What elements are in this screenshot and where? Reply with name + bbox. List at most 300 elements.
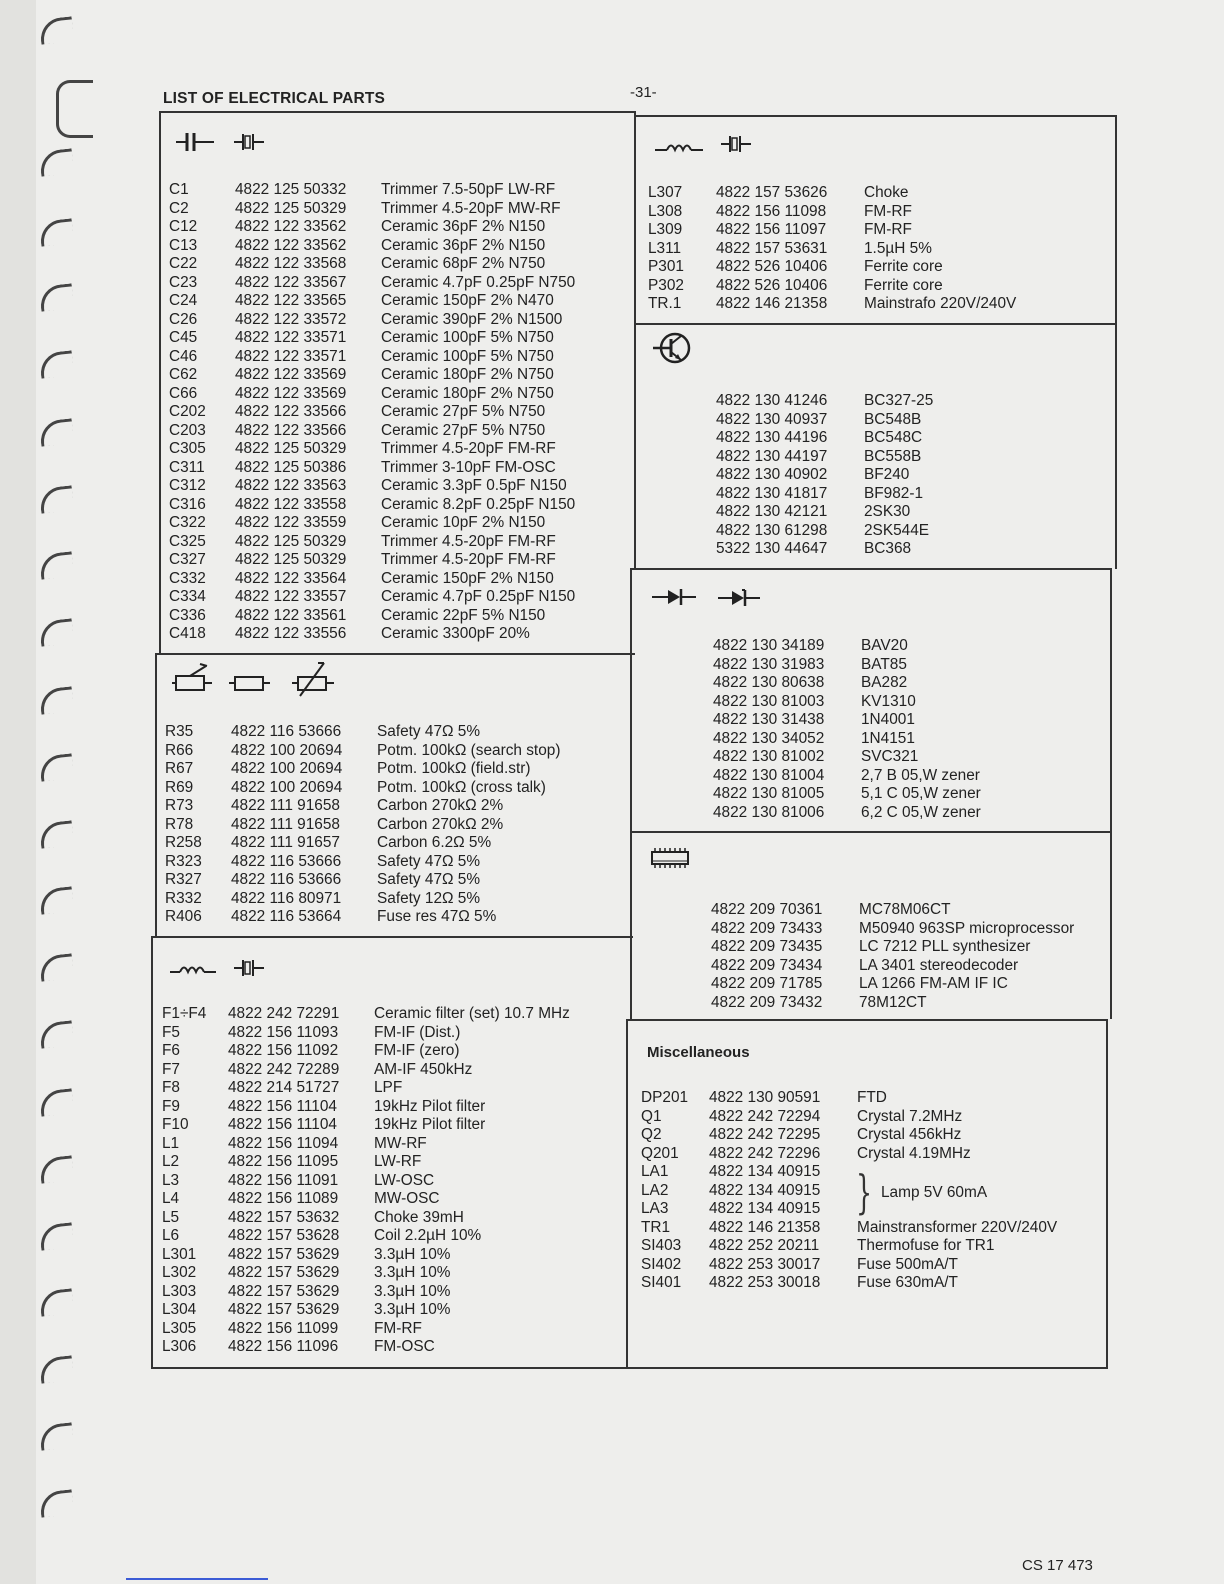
ic-chip-symbol-icon <box>650 847 692 871</box>
table-row <box>648 277 1016 296</box>
table-row <box>169 570 575 589</box>
part-ref: C316 <box>169 495 206 513</box>
part-ref: F1÷F4 <box>162 1005 207 1022</box>
part-number: 4822 122 33571 <box>235 347 347 365</box>
part-number: 4822 242 72294 <box>709 1107 821 1125</box>
part-ref: F5 <box>162 1023 180 1041</box>
part-description: BC558B <box>864 447 922 465</box>
part-description: 3.3µH 10% <box>374 1264 451 1281</box>
part-description: AM-IF 450kHz <box>374 1060 473 1078</box>
table-row <box>648 295 1016 314</box>
part-number: 4822 130 41817 <box>716 484 828 502</box>
part-ref: R258 <box>165 834 202 851</box>
part-description: Carbon 270kΩ 2% <box>377 815 504 833</box>
table-row <box>165 908 560 927</box>
part-ref: C45 <box>169 329 198 346</box>
part-number: 4822 157 53629 <box>228 1282 340 1300</box>
table-row <box>648 392 933 411</box>
table-row <box>169 366 575 385</box>
part-ref: Q201 <box>641 1144 679 1162</box>
misc-section-title: Miscellaneous <box>647 1044 750 1061</box>
table-row <box>169 255 575 274</box>
page-binding-edge <box>0 0 36 1584</box>
part-description: Coil 2.2µH 10% <box>374 1227 482 1244</box>
part-ref: C325 <box>169 532 206 550</box>
frame-middle-1 <box>634 111 636 569</box>
table-row <box>648 411 933 430</box>
table-row <box>645 711 981 730</box>
table-row <box>648 184 1016 203</box>
part-number: 4822 125 50332 <box>235 181 347 198</box>
part-ref: R67 <box>165 760 194 777</box>
part-description: Trimmer 4.5-20pF FM-RF <box>381 440 556 457</box>
table-row <box>169 588 575 607</box>
part-description: FM-OSC <box>374 1338 435 1355</box>
part-number: 4822 130 44197 <box>716 447 828 465</box>
part-ref: SI403 <box>641 1237 682 1254</box>
part-number: 4822 122 33565 <box>235 292 347 309</box>
coil-symbol-icon <box>170 956 280 980</box>
part-ref <box>645 804 713 823</box>
part-number: 4822 157 53629 <box>228 1301 340 1318</box>
table-row <box>169 274 575 293</box>
punch-hole-large <box>56 80 93 138</box>
frame-top-left <box>160 111 636 113</box>
part-description: 3.3µH 10% <box>374 1301 451 1318</box>
divider-ic-misc <box>626 1019 1108 1021</box>
table-row <box>645 730 981 749</box>
part-number: 4822 252 20211 <box>709 1237 820 1254</box>
part-number: 4822 130 81006 <box>713 803 825 821</box>
part-description: MW-OSC <box>374 1190 440 1207</box>
table-row <box>169 514 575 533</box>
table-row <box>169 440 575 459</box>
part-number: 4822 134 40915 <box>709 1163 821 1180</box>
divider-diode-ic <box>630 831 1111 833</box>
part-ref: R78 <box>165 815 194 833</box>
frame-right-3 <box>1106 1019 1108 1369</box>
part-ref: L307 <box>648 184 683 201</box>
part-description: Ceramic 27pF 5% N750 <box>381 403 546 420</box>
table-row <box>648 466 933 485</box>
punch-hole <box>39 1288 74 1316</box>
part-number: 4822 122 33557 <box>235 588 347 605</box>
part-number: 4822 157 53629 <box>228 1264 340 1281</box>
table-row <box>169 496 575 515</box>
part-number: 4822 157 53626 <box>716 184 828 201</box>
table-row <box>165 797 560 816</box>
punch-hole <box>39 1422 74 1450</box>
part-number: 4822 130 80638 <box>713 674 825 691</box>
part-description: Safety 47Ω 5% <box>377 852 481 870</box>
table-row <box>641 1089 1057 1108</box>
part-number: 4822 100 20694 <box>231 778 343 796</box>
part-number: 4822 122 33563 <box>235 477 347 494</box>
part-description: Ceramic 4.7pF 0.25pF N750 <box>381 273 576 291</box>
frame-bottom <box>151 1367 1108 1369</box>
part-description: LA 3401 stereodecoder <box>859 956 1019 974</box>
part-ref <box>643 957 711 976</box>
part-description: Ceramic 27pF 5% N750 <box>381 421 546 439</box>
table-row <box>162 1301 570 1320</box>
table-row <box>645 656 981 675</box>
part-ref: L3 <box>162 1171 180 1189</box>
part-number: 5322 130 44647 <box>716 540 828 557</box>
part-description: Choke 39mH <box>374 1208 464 1226</box>
part-ref <box>643 901 711 920</box>
part-ref: DP201 <box>641 1089 689 1106</box>
part-ref: P302 <box>648 276 684 294</box>
table-row <box>645 804 981 823</box>
part-number: 4822 156 11104 <box>228 1097 337 1115</box>
part-description: Ceramic 68pF 2% N750 <box>381 255 546 272</box>
part-ref: R69 <box>165 778 194 796</box>
part-description: Trimmer 4.5-20pF FM-RF <box>381 551 556 568</box>
part-description: FM-IF (Dist.) <box>374 1023 461 1041</box>
part-number: 4822 209 71785 <box>711 975 823 992</box>
part-ref: C334 <box>169 588 206 605</box>
punch-hole <box>39 283 74 311</box>
part-description: FTD <box>857 1089 887 1106</box>
part-number: 4822 209 73435 <box>711 938 823 955</box>
table-row <box>643 938 1074 957</box>
resistor-symbol-icon <box>172 660 342 700</box>
part-description: Ceramic 390pF 2% N1500 <box>381 310 563 328</box>
punch-hole <box>39 148 74 176</box>
part-number: 4822 125 50329 <box>235 532 347 550</box>
punch-hole <box>39 953 74 981</box>
part-ref: C322 <box>169 514 206 531</box>
coil-filter-table <box>162 1005 570 1357</box>
part-number: 4822 156 11094 <box>228 1134 339 1152</box>
part-number: 4822 242 72295 <box>709 1126 821 1143</box>
part-ref: L6 <box>162 1227 180 1244</box>
part-description: 78M12CT <box>859 993 927 1011</box>
part-ref: F6 <box>162 1042 180 1059</box>
table-row <box>648 203 1016 222</box>
part-ref: C312 <box>169 477 206 494</box>
part-ref: L303 <box>162 1282 197 1300</box>
table-row <box>641 1219 1057 1238</box>
part-number: 4822 130 41246 <box>716 392 828 409</box>
table-row <box>165 871 560 890</box>
part-number: 4822 146 21358 <box>716 295 828 312</box>
part-description: Ferrite core <box>864 276 943 294</box>
table-row <box>169 551 575 570</box>
part-ref: LA3 <box>641 1200 669 1217</box>
part-description: Trimmer 3-10pF FM-OSC <box>381 458 556 476</box>
punch-hole <box>39 1088 74 1116</box>
table-row <box>645 785 981 804</box>
part-number: 4822 156 11096 <box>228 1338 339 1355</box>
transistor-symbol-icon <box>653 331 695 367</box>
part-ref: L311 <box>648 239 682 257</box>
table-row <box>162 1061 570 1080</box>
part-ref: L2 <box>162 1153 180 1170</box>
lamp-brace: } <box>856 1165 873 1219</box>
table-row <box>162 1079 570 1098</box>
punch-hole <box>39 1489 74 1517</box>
part-ref <box>645 711 713 730</box>
part-number: 4822 116 53666 <box>231 852 342 870</box>
part-ref: P301 <box>648 258 684 275</box>
part-ref: SI401 <box>641 1274 682 1291</box>
part-description: Mainstransformer 220V/240V <box>857 1218 1058 1236</box>
part-description: 2SK544E <box>864 521 930 539</box>
punch-hole <box>39 886 74 914</box>
part-number: 4822 253 30017 <box>709 1255 821 1273</box>
table-row <box>643 975 1074 994</box>
part-number: 4822 156 11095 <box>228 1153 339 1170</box>
part-ref <box>643 920 711 939</box>
table-row <box>169 200 575 219</box>
part-number: 4822 122 33566 <box>235 421 347 439</box>
table-row <box>162 1320 570 1339</box>
punch-hole <box>39 350 74 378</box>
part-ref: L4 <box>162 1190 180 1207</box>
part-ref: L1 <box>162 1134 180 1152</box>
part-ref: R323 <box>165 852 202 870</box>
part-description: BF240 <box>864 466 910 483</box>
part-number: 4822 130 34189 <box>713 637 825 654</box>
part-number: 4822 209 70361 <box>711 901 823 918</box>
part-description: LW-RF <box>374 1153 422 1170</box>
table-row <box>641 1200 1057 1219</box>
frame-right-2 <box>1110 569 1112 1019</box>
part-ref: C203 <box>169 421 206 439</box>
part-description: Ceramic 10pF 2% N150 <box>381 514 546 531</box>
punch-hole <box>39 418 74 446</box>
punch-hole <box>39 686 74 714</box>
document-code: CS 17 473 <box>1022 1557 1093 1574</box>
part-description: Mainstrafo 220V/240V <box>864 295 1017 312</box>
part-ref: LA2 <box>641 1181 669 1199</box>
part-description: BA282 <box>861 674 908 691</box>
punch-hole <box>39 551 74 579</box>
part-number: 4822 146 21358 <box>709 1218 821 1236</box>
table-row <box>165 742 560 761</box>
part-number: 4822 156 11098 <box>716 202 827 220</box>
part-number: 4822 100 20694 <box>231 741 343 759</box>
table-row <box>641 1237 1057 1256</box>
diode-symbol-icon <box>652 586 764 610</box>
table-row <box>645 748 981 767</box>
part-description: 2,7 B 05,W zener <box>861 766 980 784</box>
table-row <box>648 503 933 522</box>
table-row <box>162 1116 570 1135</box>
part-number: 4822 242 72289 <box>228 1060 340 1078</box>
part-ref: C311 <box>169 458 205 476</box>
table-row <box>645 693 981 712</box>
part-ref: C418 <box>169 625 206 642</box>
part-description: Ceramic 100pF 5% N750 <box>381 347 554 365</box>
part-description: 6,2 C 05,W zener <box>861 803 981 821</box>
part-description: Ceramic 8.2pF 0.25pF N150 <box>381 495 576 513</box>
part-description: Ceramic 22pF 5% N150 <box>381 606 546 624</box>
table-row <box>162 1283 570 1302</box>
table-row <box>169 292 575 311</box>
part-number: 4822 156 11097 <box>716 221 827 238</box>
part-ref: TR.1 <box>648 295 682 312</box>
part-description: SVC321 <box>861 748 919 765</box>
part-description: Potm. 100kΩ (cross talk) <box>377 778 546 796</box>
part-number: 4822 130 44196 <box>716 429 828 446</box>
part-description: 19kHz Pilot filter <box>374 1116 486 1133</box>
part-number: 4822 156 11091 <box>228 1171 339 1189</box>
table-row <box>169 385 575 404</box>
part-number: 4822 125 50329 <box>235 440 347 457</box>
part-number: 4822 526 10406 <box>716 276 828 294</box>
table-row <box>645 767 981 786</box>
part-number: 4822 122 33571 <box>235 329 347 346</box>
part-description: BF982-1 <box>864 484 924 502</box>
part-description: Ceramic 100pF 5% N750 <box>381 329 554 346</box>
table-row <box>162 1227 570 1246</box>
table-row <box>641 1145 1057 1164</box>
part-ref <box>645 693 713 712</box>
part-ref: TR1 <box>641 1218 671 1236</box>
part-number: 4822 122 33569 <box>235 366 347 383</box>
resistor-table <box>165 723 560 927</box>
part-description: Fuse 500mA/T <box>857 1255 958 1273</box>
part-description: Crystal 456kHz <box>857 1126 962 1143</box>
part-ref: C12 <box>169 218 198 235</box>
part-ref: C13 <box>169 236 198 254</box>
table-row <box>162 1209 570 1228</box>
frame-left-1 <box>159 111 161 654</box>
table-row <box>648 221 1016 240</box>
part-number: 4822 526 10406 <box>716 258 828 275</box>
part-ref <box>643 994 711 1013</box>
table-row <box>165 760 560 779</box>
table-row <box>165 853 560 872</box>
part-description: Safety 12Ω 5% <box>377 889 481 907</box>
table-row <box>169 625 575 644</box>
table-row <box>169 311 575 330</box>
table-row <box>643 920 1074 939</box>
part-number: 4822 134 40915 <box>709 1181 821 1199</box>
part-ref: R73 <box>165 797 194 814</box>
part-description: Ferrite core <box>864 258 943 275</box>
table-row <box>641 1182 1057 1201</box>
punch-hole <box>39 753 74 781</box>
divider-transistor-diode <box>630 568 1112 570</box>
part-description: Potm. 100kΩ (search stop) <box>377 741 561 759</box>
part-number: 4822 111 91657 <box>231 834 340 851</box>
part-description: Carbon 6.2Ω 5% <box>377 834 492 851</box>
part-ref <box>645 674 713 693</box>
table-row <box>643 994 1074 1013</box>
part-ref <box>643 938 711 957</box>
table-row <box>645 637 981 656</box>
part-description: M50940 963SP microprocessor <box>859 919 1075 937</box>
part-ref: C23 <box>169 273 198 291</box>
part-description: Ceramic 180pF 2% N750 <box>381 384 554 402</box>
table-row <box>165 779 560 798</box>
part-ref: C327 <box>169 551 206 568</box>
part-number: 4822 122 33562 <box>235 218 347 235</box>
table-row <box>165 816 560 835</box>
part-ref <box>645 767 713 786</box>
part-number: 4822 130 90591 <box>709 1089 821 1106</box>
part-number: 4822 130 40902 <box>716 466 828 483</box>
punch-hole <box>39 485 74 513</box>
part-ref: C2 <box>169 199 189 217</box>
part-number: 4822 125 50329 <box>235 199 347 217</box>
table-row <box>162 1135 570 1154</box>
part-description: Choke <box>864 184 909 201</box>
part-number: 4822 130 81003 <box>713 692 825 710</box>
table-row <box>641 1126 1057 1145</box>
part-ref <box>648 540 716 559</box>
diode-table <box>645 637 981 822</box>
part-description: 2SK30 <box>864 503 911 520</box>
part-number: 4822 130 42121 <box>716 503 828 520</box>
part-description: BC548B <box>864 410 922 428</box>
part-number: 4822 157 53632 <box>228 1208 340 1226</box>
table-row <box>169 329 575 348</box>
part-number: 4822 157 53631 <box>716 239 828 257</box>
part-number: 4822 209 73432 <box>711 993 823 1011</box>
part-description: BC548C <box>864 429 923 446</box>
part-ref <box>648 448 716 467</box>
capacitor-table <box>169 181 575 644</box>
part-ref: C26 <box>169 310 198 328</box>
part-number: 4822 111 91658 <box>231 797 340 814</box>
part-description: MC78M06CT <box>859 901 951 918</box>
table-row <box>169 533 575 552</box>
part-description: 5,1 C 05,W zener <box>861 785 981 802</box>
table-row <box>165 890 560 909</box>
part-ref: Q2 <box>641 1126 662 1143</box>
frame-middle-2 <box>630 569 632 1019</box>
part-ref: R66 <box>165 741 194 759</box>
punch-hole <box>39 1355 74 1383</box>
table-row <box>648 448 933 467</box>
part-number: 4822 156 11092 <box>228 1042 339 1059</box>
part-number: 4822 122 33562 <box>235 236 347 254</box>
table-row <box>162 1264 570 1283</box>
part-ref: LA1 <box>641 1163 669 1180</box>
table-row <box>648 522 933 541</box>
part-description: Ceramic 36pF 2% N150 <box>381 218 546 235</box>
part-ref <box>648 411 716 430</box>
part-ref <box>648 485 716 504</box>
table-row <box>643 957 1074 976</box>
part-ref: C24 <box>169 292 198 309</box>
frame-middle-3 <box>626 1019 628 1369</box>
part-description: Fuse res 47Ω 5% <box>377 908 497 925</box>
table-row <box>169 607 575 626</box>
table-row <box>165 723 560 742</box>
table-row <box>162 1005 570 1024</box>
part-description: Fuse 630mA/T <box>857 1274 958 1291</box>
frame-left-3 <box>151 938 153 1369</box>
part-number: 4822 209 73434 <box>711 956 823 974</box>
part-ref: C22 <box>169 255 198 272</box>
part-ref: F9 <box>162 1097 180 1115</box>
table-row <box>162 1172 570 1191</box>
misc-table <box>641 1089 1057 1293</box>
table-row <box>162 1153 570 1172</box>
part-description: BC327-25 <box>864 392 934 409</box>
punch-hole <box>39 820 74 848</box>
table-row <box>162 1190 570 1209</box>
part-description: Ceramic filter (set) 10.7 MHz <box>374 1005 570 1022</box>
part-number: 4822 130 81002 <box>713 748 825 765</box>
table-row <box>162 1098 570 1117</box>
part-description: FM-RF <box>374 1319 422 1337</box>
